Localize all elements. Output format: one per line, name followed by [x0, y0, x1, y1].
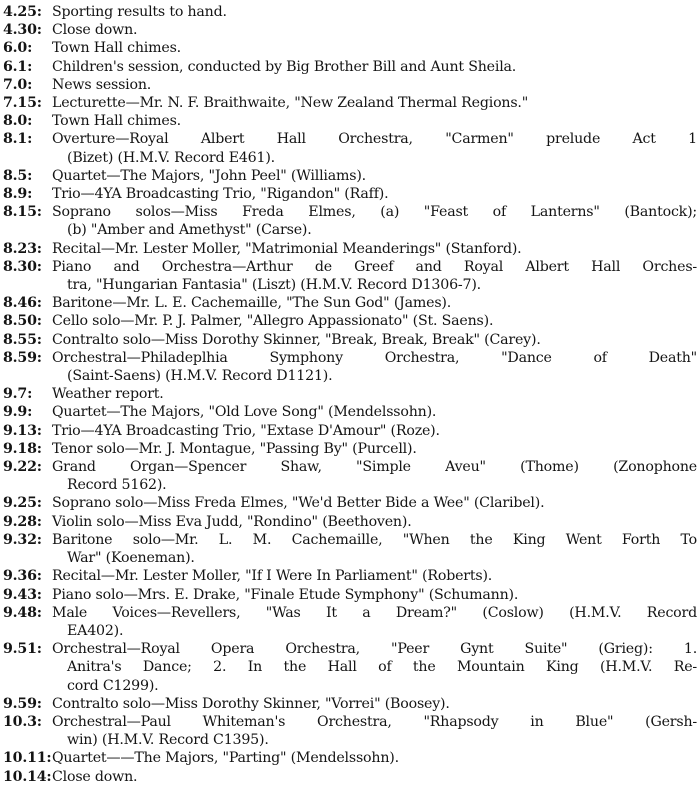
entry-line: Soprano solo—Miss Freda Elmes, "We'd Better Bide a Wee" (Claribel).: [52, 495, 545, 512]
programme-entry: [0, 440, 700, 458]
entry-line: Baritone solo—Mr. L. M. Cachemaille, "When the King Went Forth To: [52, 531, 697, 548]
programme-entry: [0, 749, 700, 767]
entry-time: 9.13:: [3, 422, 42, 439]
entry-time: 6.1:: [3, 58, 33, 75]
programme-entry: [0, 768, 700, 786]
entry-line: Contralto solo—Miss Dorothy Skinner, "Break, Break, Break" (Carey).: [52, 331, 541, 348]
programme-entry: [0, 458, 700, 494]
entry-line: Children's session, conducted by Big Brother Bill and Aunt Sheila.: [52, 58, 517, 75]
entry-time: 9.43:: [3, 586, 42, 603]
entry-description: [52, 531, 700, 567]
entry-description: [52, 494, 700, 512]
programme-entry: [0, 422, 700, 440]
entry-line: win) (H.M.V. Record C1395).: [67, 732, 269, 749]
entry-line: Quartet——The Majors, "Parting" (Mendelssohn).: [52, 750, 399, 767]
entry-time: 9.22:: [3, 459, 42, 476]
entry-line: Town Hall chimes.: [52, 40, 181, 57]
entry-description: [52, 513, 700, 531]
entry-time: 8.1:: [3, 131, 33, 148]
entry-time: 7.0:: [3, 76, 33, 93]
programme-entry: [0, 130, 700, 166]
entry-line: Grand Organ—Spencer Shaw, "Simple Aveu" (Thome) (Zonophone: [52, 459, 697, 476]
entry-description: [52, 458, 700, 494]
entry-description: [52, 240, 700, 258]
entry-description: [52, 586, 700, 604]
entry-description: [52, 749, 700, 767]
entry-line: (b) "Amber and Amethyst" (Carse).: [67, 222, 312, 239]
entry-description: [52, 695, 700, 713]
entry-time: 8.9:: [3, 186, 33, 203]
entry-description: [52, 203, 700, 239]
entry-line: cord C1299).: [67, 677, 159, 694]
entry-line: Anitra's Dance; 2. In the Hall of the Mountain King (H.M.V. Re-: [67, 659, 697, 676]
entry-line: Violin solo—Miss Eva Judd, "Rondino" (Beethoven).: [52, 513, 412, 530]
entry-line: Soprano solos—Miss Freda Elmes, (a) "Feast of Lanterns" (Bantock);: [52, 204, 697, 221]
programme-entry: [0, 695, 700, 713]
entry-time: 9.51:: [3, 641, 42, 658]
entry-description: [52, 567, 700, 585]
programme-entry: [0, 494, 700, 512]
entry-description: [52, 604, 700, 640]
entry-description: [52, 58, 700, 76]
entry-description: [52, 349, 700, 385]
entry-line: Close down.: [52, 22, 138, 39]
entry-line: Male Voices—Revellers, "Was It a Dream?" (Coslow) (H.M.V. Record: [52, 604, 697, 621]
entry-line: Cello solo—Mr. P. J. Palmer, "Allegro Appassionato" (St. Saens).: [52, 313, 494, 330]
programme-entry: [0, 94, 700, 112]
entry-time: 8.55:: [3, 331, 42, 348]
entry-time: 8.23:: [3, 240, 42, 257]
programme-entry: [0, 167, 700, 185]
entry-time: 8.0:: [3, 113, 33, 130]
entry-description: [52, 258, 700, 294]
programme-entry: [0, 240, 700, 258]
entry-line: Piano solo—Mrs. E. Drake, "Finale Etude Symphony" (Schumann).: [52, 586, 519, 603]
entry-line: War" (Koeneman).: [67, 550, 195, 567]
entry-description: [52, 112, 700, 130]
entry-time: 8.50:: [3, 313, 42, 330]
entry-time: 9.32:: [3, 531, 42, 548]
entry-line: (Bizet) (H.M.V. Record E461).: [67, 149, 275, 166]
programme-entry: [0, 331, 700, 349]
entry-time: 9.48:: [3, 604, 42, 621]
programme-entry: [0, 21, 700, 39]
entry-description: [52, 403, 700, 421]
entry-description: [52, 21, 700, 39]
entry-description: [52, 167, 700, 185]
entry-line: Orchestral—Royal Opera Orchestra, "Peer Gynt Suite" (Grieg): 1.: [52, 641, 697, 658]
programme-entry: [0, 713, 700, 749]
entry-description: [52, 130, 700, 166]
programme-entry: [0, 185, 700, 203]
entry-time: 9.59:: [3, 695, 42, 712]
entry-line: Lecturette—Mr. N. F. Braithwaite, "New Zealand Thermal Regions.": [52, 95, 529, 112]
entry-time: 4.25:: [3, 4, 42, 20]
programme-entry: [0, 258, 700, 294]
entry-time: 8.59:: [3, 349, 42, 366]
programme-entry: [0, 403, 700, 421]
entry-line: Overture—Royal Albert Hall Orchestra, "Carmen" prelude Act 1: [52, 131, 697, 148]
entry-line: Close down.: [52, 768, 138, 785]
entry-description: [52, 713, 700, 749]
entry-description: [52, 294, 700, 312]
entry-description: [52, 385, 700, 403]
programme-entry: [0, 76, 700, 94]
programme-entry: [0, 385, 700, 403]
entry-time: 10.14:: [3, 768, 52, 785]
entry-description: [52, 185, 700, 203]
entry-line: (Saint-Saens) (H.M.V. Record D1121).: [67, 368, 333, 385]
entry-description: [52, 76, 700, 94]
programme-entry: [0, 203, 700, 239]
entry-line: Weather report.: [52, 386, 164, 403]
entry-line: EA402).: [67, 622, 124, 639]
programme-entry: [0, 586, 700, 604]
programme-entry: [0, 567, 700, 585]
programme-entry: [0, 349, 700, 385]
entry-time: 9.18:: [3, 440, 42, 457]
entry-time: 10.3:: [3, 713, 42, 730]
entry-description: [52, 3, 700, 21]
entry-line: Baritone—Mr. L. E. Cachemaille, "The Sun God" (James).: [52, 295, 452, 312]
entry-line: Town Hall chimes.: [52, 113, 181, 130]
entry-time: 10.11:: [3, 750, 52, 767]
entry-line: News session.: [52, 76, 152, 93]
programme-entry: [0, 604, 700, 640]
entry-time: 9.25:: [3, 495, 42, 512]
entry-description: [52, 768, 700, 786]
entry-description: [52, 440, 700, 458]
entry-line: Contralto solo—Miss Dorothy Skinner, "Vorrei" (Boosey).: [52, 695, 450, 712]
entry-line: Trio—4YA Broadcasting Trio, "Extase D'Amour" (Roze).: [52, 422, 440, 439]
programme-entry: [0, 312, 700, 330]
entry-line: Recital—Mr. Lester Moller, "Matrimonial Meanderings" (Stanford).: [52, 240, 522, 257]
entry-time: 8.46:: [3, 295, 42, 312]
entry-line: Piano and Orchestra—Arthur de Greef and Royal Albert Hall Orches-: [52, 258, 697, 275]
entry-line: Sporting results to hand.: [52, 4, 227, 20]
entry-line: Orchestral—Paul Whiteman's Orchestra, "Rhapsody in Blue" (Gersh-: [52, 713, 697, 730]
entry-description: [52, 94, 700, 112]
entry-time: 6.0:: [3, 40, 33, 57]
entry-line: Trio—4YA Broadcasting Trio, "Rigandon" (Raff).: [52, 186, 389, 203]
entry-time: 7.15:: [3, 95, 42, 112]
entry-time: 8.30:: [3, 258, 42, 275]
entry-description: [52, 331, 700, 349]
programme-entry: [0, 3, 700, 21]
entry-line: Quartet—The Majors, "Old Love Song" (Mendelssohn).: [52, 404, 437, 421]
programme-entry: [0, 531, 700, 567]
entry-line: Record 5162).: [67, 477, 167, 494]
entry-time: 9.28:: [3, 513, 42, 530]
programme-entry: [0, 640, 700, 695]
entry-time: 8.5:: [3, 167, 33, 184]
entry-description: [52, 640, 700, 695]
entry-line: Orchestral—Philadeplhia Symphony Orchestra, "Dance of Death": [52, 349, 697, 366]
entry-line: tra, "Hungarian Fantasia" (Liszt) (H.M.V. Record D1306-7).: [67, 277, 481, 294]
programme-entry: [0, 513, 700, 531]
programme-entry: [0, 112, 700, 130]
entry-time: 8.15:: [3, 204, 42, 221]
entry-description: [52, 312, 700, 330]
entry-time: 4.30:: [3, 22, 42, 39]
programme-entry: [0, 58, 700, 76]
entry-time: 9.9:: [3, 404, 33, 421]
entry-line: Quartet—The Majors, "John Peel" (Williams).: [52, 167, 366, 184]
entry-description: [52, 39, 700, 57]
entry-description: [52, 422, 700, 440]
entry-line: Tenor solo—Mr. J. Montague, "Passing By" (Purcell).: [52, 440, 417, 457]
entry-line: Recital—Mr. Lester Moller, "If I Were In Parliament" (Roberts).: [52, 568, 493, 585]
programme-entry: [0, 39, 700, 57]
programme-entry: [0, 294, 700, 312]
entry-time: 9.36:: [3, 568, 42, 585]
entry-time: 9.7:: [3, 386, 33, 403]
